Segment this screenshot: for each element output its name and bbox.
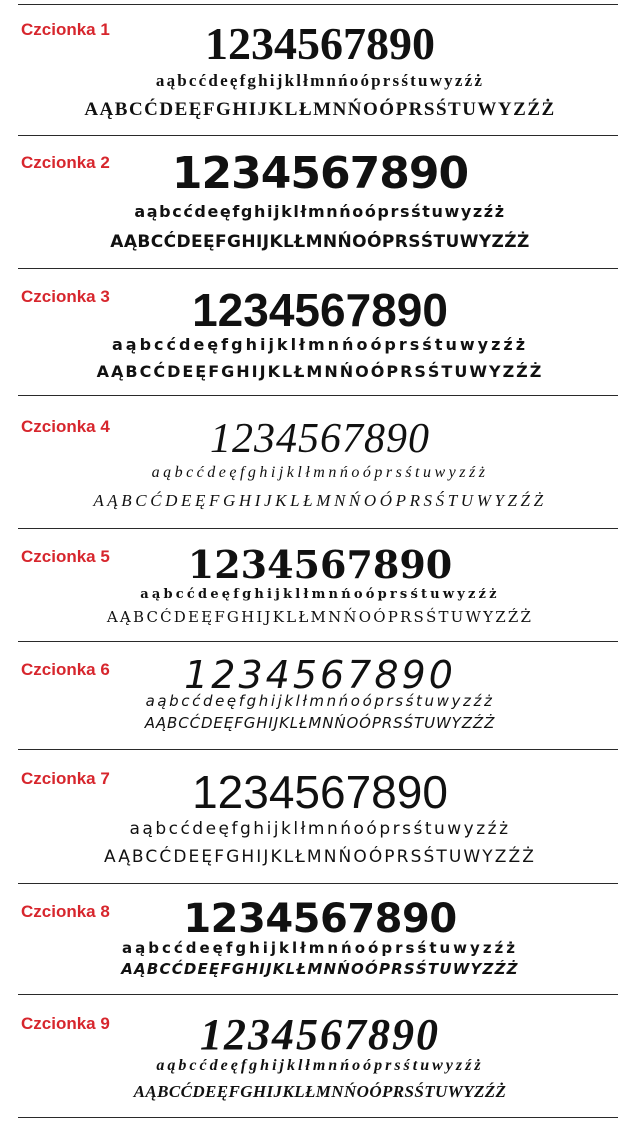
font-label: Czcionka 9 [21, 1014, 110, 1033]
digits-row: 1234567890 [205, 18, 435, 69]
font-label: Czcionka 7 [21, 769, 110, 788]
uppercase-row: AĄBCĆDEĘFGHIJKLŁMNŃOÓPRSŚTUWYZŹŻ [144, 714, 496, 732]
uppercase-row: AĄBCĆDEĘFGHIJKLŁMNŃOÓPRSŚTUWYZŹŻ [106, 608, 534, 626]
uppercase-row: AĄBCĆDEĘFGHIJKLŁMNŃOÓPRSŚTUWYZŹŻ [103, 847, 537, 867]
uppercase-row: AĄBCĆDEĘFGHIJKLŁMNŃOÓPRSŚTUWYZŹŻ [93, 491, 547, 510]
font-label: Czcionka 2 [21, 153, 110, 172]
digits-row: 1234567890 [192, 766, 448, 818]
font-label: Czcionka 5 [21, 547, 110, 566]
digits-row: 1234567890 [210, 416, 430, 462]
divider [18, 268, 618, 269]
font-label: Czcionka 1 [21, 20, 110, 39]
lowercase-row: aąbcćdeęfghijklłmnńoóprsśtuwyzźż [155, 71, 485, 90]
uppercase-row: AĄBCĆDEĘFGHIJKLŁMNŃOÓPRSŚTUWYZŹŻ [121, 960, 519, 978]
divider [18, 749, 618, 750]
digits-row: 1234567890 [184, 653, 456, 697]
font-label: Czcionka 4 [21, 417, 110, 436]
lowercase-row: aąbcćdeęfghijklłmnńoóprsśtuwyzźż [129, 819, 511, 839]
divider [18, 883, 618, 884]
lowercase-row: aąbcćdeęfghijklłmnńoóprsśtuwyzźż [151, 464, 489, 481]
lowercase-row: aąbcćdeęfghijklłmnńoóprsśtuwyzźż [156, 1057, 484, 1074]
divider-top [18, 4, 618, 5]
font-label: Czcionka 6 [21, 660, 110, 679]
divider [18, 641, 618, 642]
uppercase-row: AĄBCĆDEĘFGHIJKLŁMNŃOÓPRSŚTUWYZŹŻ [84, 99, 556, 120]
lowercase-row: aąbcćdeęfghijklłmnńoóprsśtuwyzźż [145, 692, 495, 710]
digits-row: 1234567890 [187, 542, 453, 587]
uppercase-row: AĄBCĆDEĘFGHIJKLŁMNŃOÓPRSŚTUWYZŹŻ [96, 362, 544, 381]
digits-row: 1234567890 [171, 148, 469, 199]
digits-row: 1234567890 [183, 896, 457, 942]
divider [18, 528, 618, 529]
digits-row: 1234567890 [200, 1010, 440, 1059]
lowercase-row: aąbcćdeęfghijklłmnńoóprsśtuwyzźż [111, 335, 529, 354]
font-label: Czcionka 3 [21, 287, 110, 306]
lowercase-row: aąbcćdeęfghijklłmnńoóprsśtuwyzźż [134, 202, 506, 221]
uppercase-row: AĄBCĆDEĘFGHIJKLŁMNŃOÓPRSŚTUWYZŹŻ [133, 1082, 507, 1101]
divider [18, 135, 618, 136]
divider-bottom [18, 1117, 618, 1118]
digits-row: 1234567890 [192, 284, 448, 336]
uppercase-row: AĄBCĆDEĘFGHIJKLŁMNŃOÓPRSŚTUWYZŹŻ [110, 232, 530, 252]
font-label: Czcionka 8 [21, 902, 110, 921]
lowercase-row: aąbcćdeęfghijklłmnńoóprsśtuwyzźż [121, 939, 519, 957]
divider [18, 994, 618, 995]
divider [18, 395, 618, 396]
lowercase-row: aąbcćdeęfghijklłmnńoóprsśtuwyzźż [140, 587, 500, 602]
